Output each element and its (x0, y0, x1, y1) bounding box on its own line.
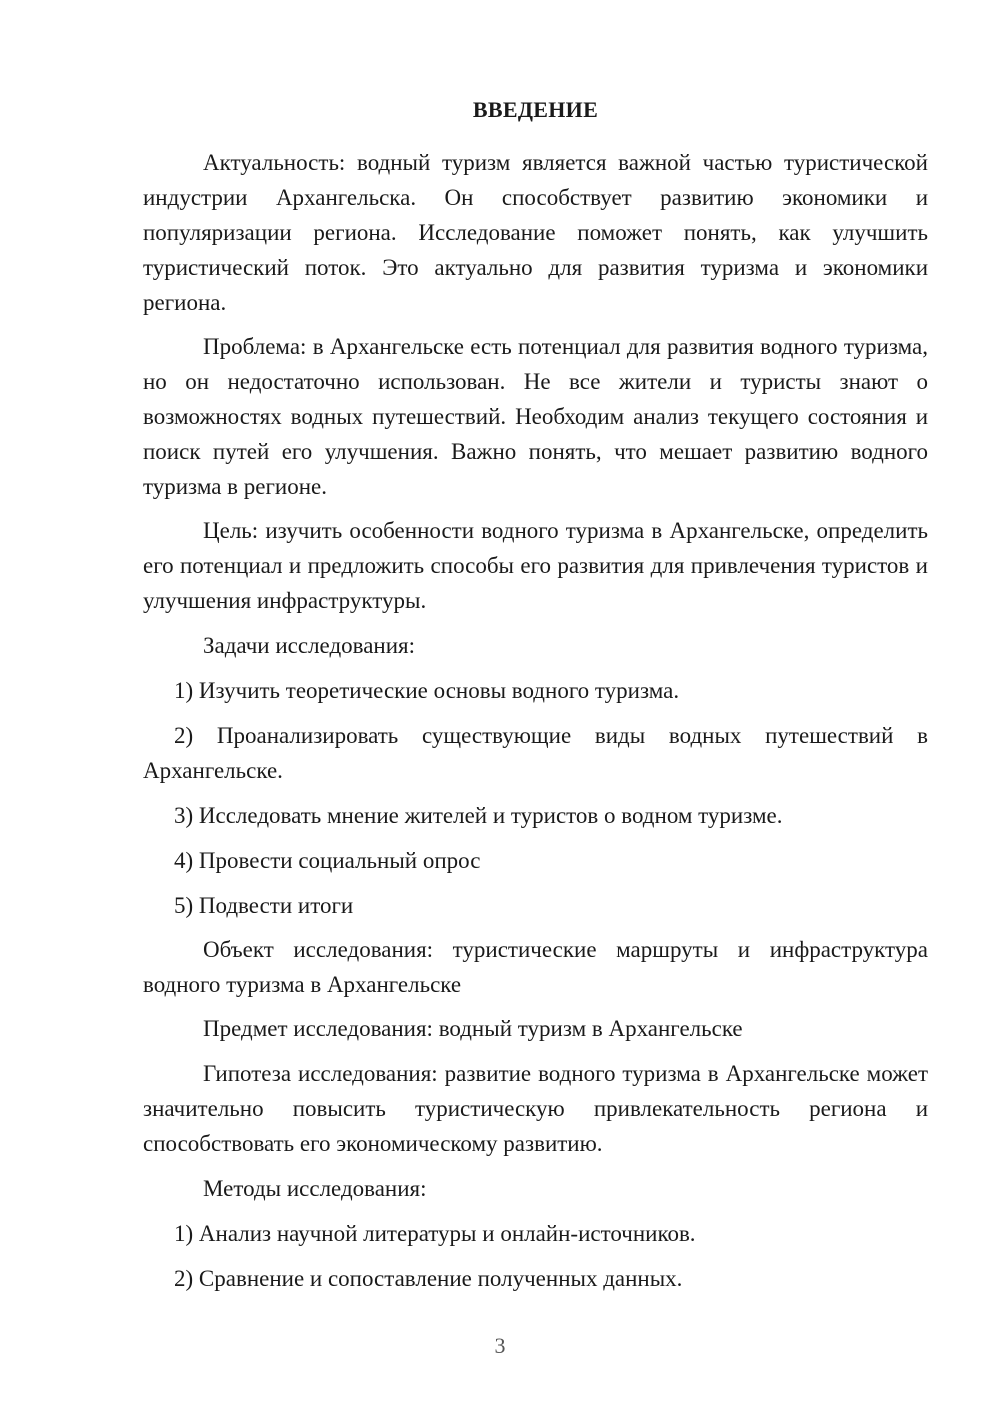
task-item-2: 2) Проанализировать существующие виды водных путешествий в Архангельске. (143, 723, 928, 783)
tasks-heading: Задачи исследования: (203, 633, 416, 658)
page-number: 3 (494, 1333, 506, 1358)
methods-heading: Методы исследования: (203, 1176, 427, 1201)
task-item-5: 5) Подвести итоги (174, 893, 354, 918)
problem-paragraph: Проблема: в Архангельске есть потенциал для развития водного туризма, но он недостаточно использован. Не все жители и туристы знают о возможностях водных путешествий. Необходим анализ текущего состояния и поиск путей его улучшения. Важно понять, что мешает развитию водного туризма в регионе. (143, 334, 928, 499)
subject-paragraph: Предмет исследования: водный туризм в Архангельске (203, 1016, 743, 1041)
task-item-1: 1) Изучить теоретические основы водного туризма. (174, 678, 680, 703)
goal-paragraph: Цель: изучить особенности водного туризма в Архангельске, определить его потенциал и предложить способы его развития для привлечения туристов и улучшения инфраструктуры. (143, 518, 928, 613)
task-item-3: 3) Исследовать мнение жителей и туристов о водном туризме. (174, 803, 783, 828)
method-item-1: 1) Анализ научной литературы и онлайн-источников. (174, 1221, 696, 1246)
hypothesis-paragraph: Гипотеза исследования: развитие водного туризма в Архангельске может значительно повысить туристическую привлекательность региона и способствовать его экономическому развитию. (143, 1061, 928, 1156)
task-item-4: 4) Провести социальный опрос (174, 848, 481, 873)
section-title: ВВЕДЕНИЕ (472, 97, 599, 122)
method-item-2: 2) Сравнение и сопоставление полученных данных. (174, 1266, 683, 1291)
relevance-paragraph: Актуальность: водный туризм является важной частью туристической индустрии Архангельска. Он способствует развитию экономики и популяризации региона. Исследование поможет понять, как улучшить туристический поток. Это актуально для развития туризма и экономики региона. (143, 150, 928, 315)
document-page (143, 92, 928, 1296)
object-paragraph: Объект исследования: туристические маршруты и инфраструктура водного туризма в Архангельске (143, 937, 928, 997)
